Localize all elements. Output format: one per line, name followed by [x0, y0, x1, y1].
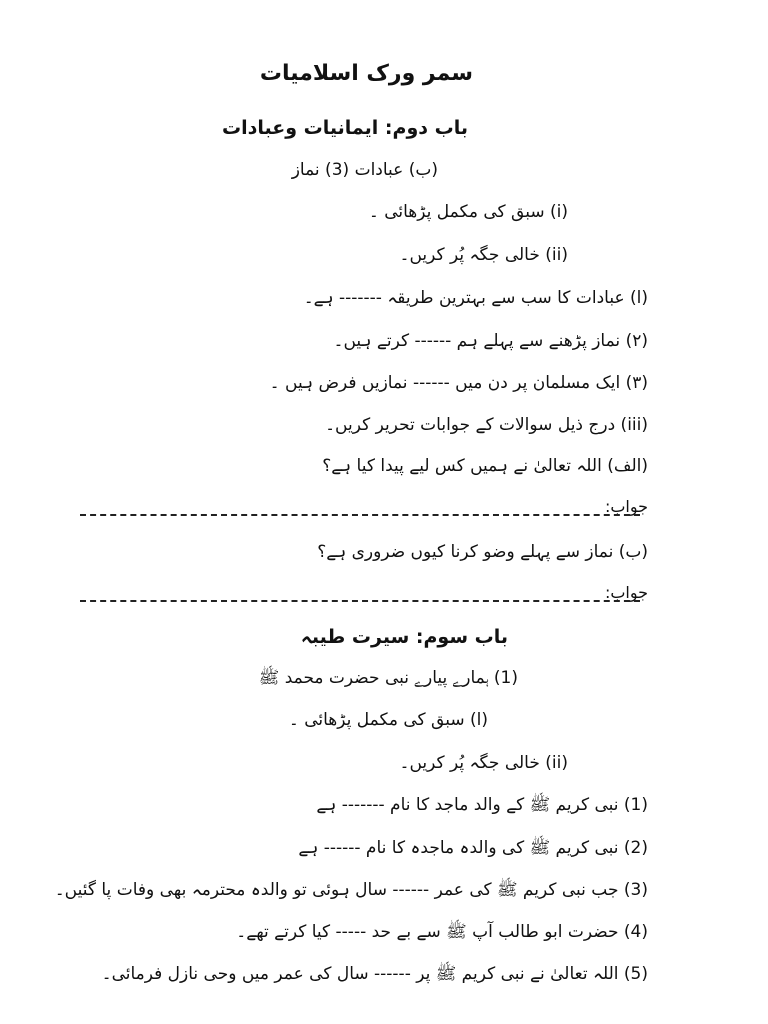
- chapter2-instruction-fill-blanks: (ii) خالی جگہ پُر کریں۔: [399, 245, 568, 265]
- chapter3-fill-item-5: (5) اللہ تعالیٰ نے نبی کریم ﷺ پر ------ سال کی عمر میں وحی نازل فرمائی۔: [101, 964, 648, 984]
- chapter2-fill-item-1: (ا) عبادات کا سب سے بہترین طریقہ ------- ہے۔: [303, 288, 648, 308]
- page-title: سمر ورک اسلامیات: [259, 61, 473, 86]
- chapter2-fill-item-3: (۳) ایک مسلمان پر دن میں ------ نمازیں فرض ہیں ۔: [269, 373, 648, 393]
- answer-line-2: [80, 600, 640, 602]
- answer-line-1: [80, 514, 640, 516]
- chapter3-instruction-fill-blanks: (ii) خالی جگہ پُر کریں۔: [399, 753, 568, 773]
- chapter3-instruction-reading: (ا) سبق کی مکمل پڑھائی ۔: [288, 710, 488, 730]
- chapter3-heading: باب سوم: سیرت طیبہ: [300, 626, 508, 648]
- chapter3-subheading: (1) ہمارے پیارے نبی حضرت محمد ﷺ: [258, 668, 518, 688]
- chapter3-fill-item-2: (2) نبی کریم ﷺ کی والدہ ماجدہ کا نام ------ ہے: [298, 838, 648, 858]
- chapter2-instruction-reading: (i) سبق کی مکمل پڑھائی ۔: [368, 202, 568, 222]
- chapter3-fill-item-4: (4) حضرت ابو طالب آپ ﷺ سے بے حد ----- کیا کرتے تھے۔: [236, 922, 648, 942]
- chapter3-fill-item-3: (3) جب نبی کریم ﷺ کی عمر ------ سال ہوئی تو والدہ محترمہ بھی وفات پا گئیں۔: [54, 880, 648, 900]
- answer-label-1: جواب:: [604, 497, 648, 516]
- chapter2-fill-item-2: (۲) نماز پڑھنے سے پہلے ہم ------ کرتے ہیں۔: [333, 331, 648, 351]
- answer-label-2: جواب:: [604, 583, 648, 602]
- chapter3-fill-item-1: (1) نبی کریم ﷺ کے والد ماجد کا نام ------- ہے: [316, 795, 648, 815]
- chapter2-heading: باب دوم: ایمانیات وعبادات: [222, 117, 468, 139]
- chapter2-instruction-answer-questions: (iii) درج ذیل سوالات کے جوابات تحریر کریں۔: [325, 415, 648, 435]
- chapter2-subheading: (ب) عبادات (3) نماز: [291, 160, 438, 180]
- question-alif: (الف) اللہ تعالیٰ نے ہمیں کس لیے پیدا کیا ہے؟: [322, 456, 648, 476]
- question-be: (ب) نماز سے پہلے وضو کرنا کیوں ضروری ہے؟: [317, 542, 648, 562]
